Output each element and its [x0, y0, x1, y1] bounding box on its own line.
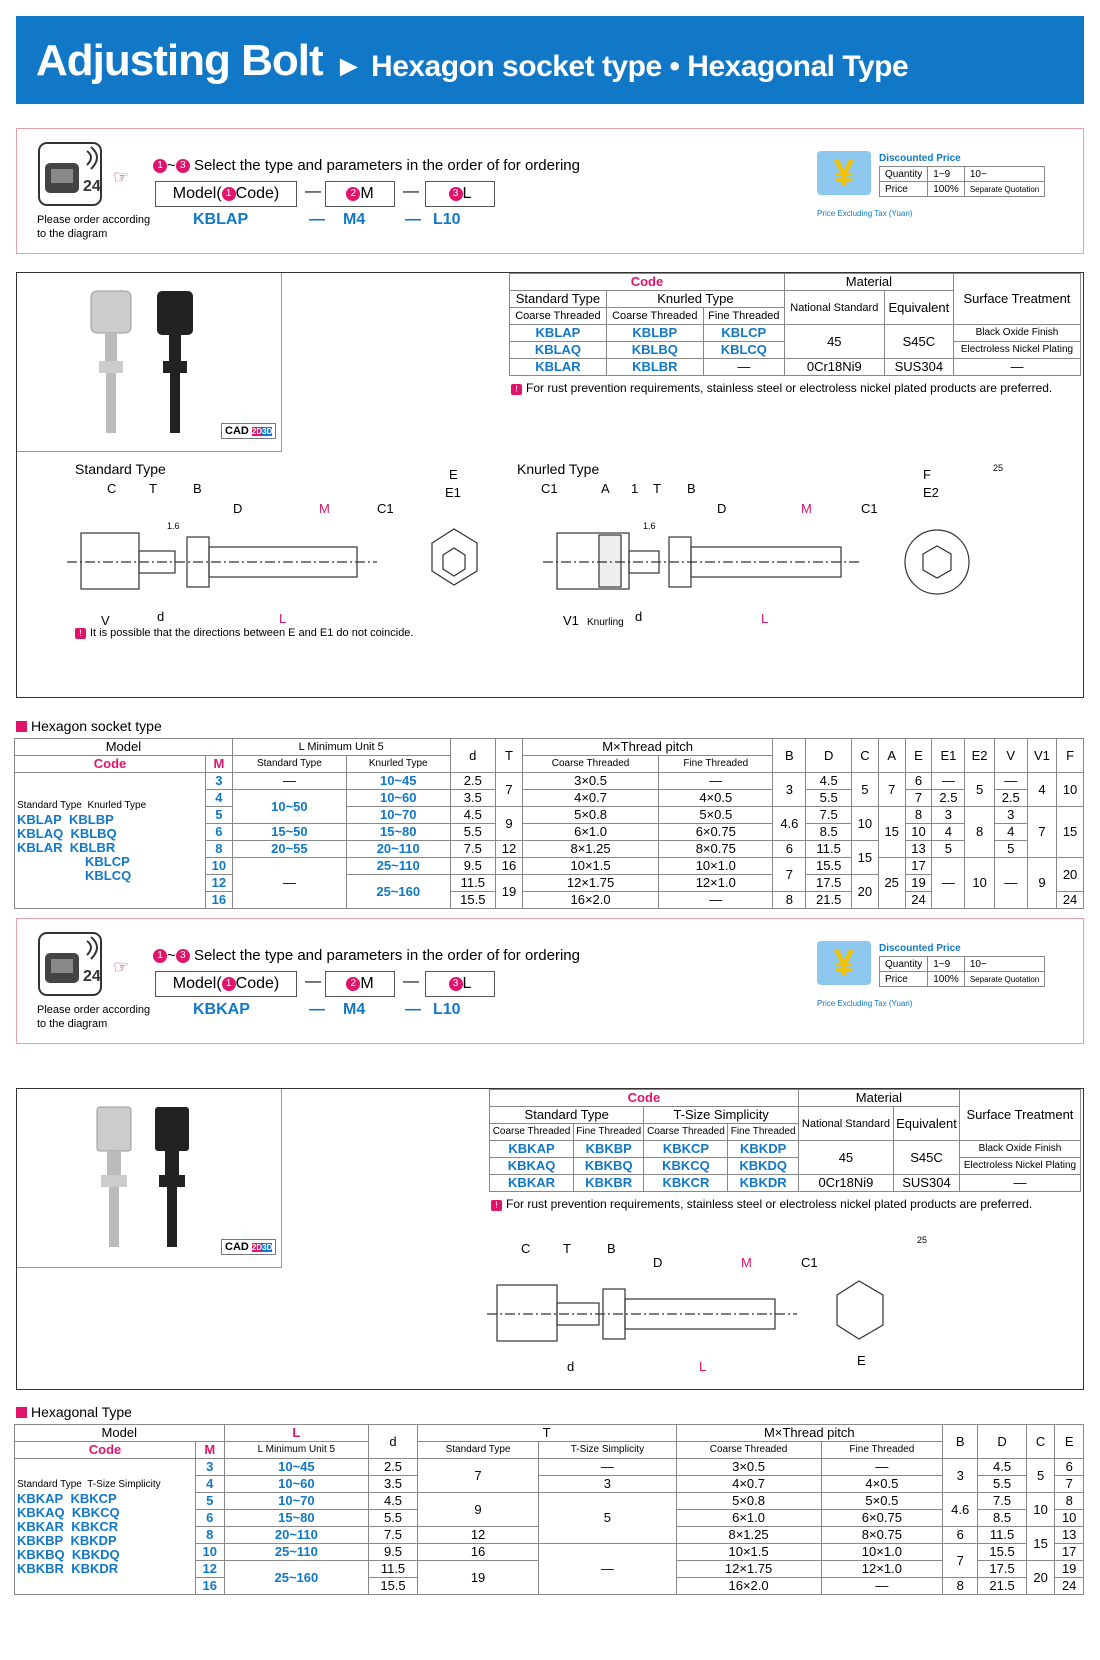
svg-text:C: C: [107, 481, 117, 496]
rust-note-1: ! For rust prevention requirements, stainless steel or electroless nickel plated products are preferred.: [511, 381, 1052, 395]
separator-dash: —: [403, 183, 419, 200]
svg-text:F: F: [923, 467, 931, 482]
svg-text:25: 25: [917, 1235, 928, 1245]
svg-text:D: D: [233, 501, 243, 516]
page-banner: [16, 16, 1084, 104]
yen-icon: ¥: [817, 151, 871, 195]
phone-24h-icon: [37, 931, 103, 997]
svg-text:M: M: [319, 501, 330, 516]
svg-text:C1: C1: [377, 501, 394, 516]
svg-text:B: B: [687, 481, 696, 496]
spec-table-hexagon-socket: Model L Minimum Unit 5 d T M×Thread pitch B D C A E E1 E2 V V1 F Code M Standard Type Knurled Type Coarse Threaded Fine Threaded Standard Type Knurled Type KBLAP KBLBP KBLAQ KBLBQ KBLAR KBLBR KBLCP KBLCQ 3 — 10~45 2.5 7 3×0.5 — 3 4.5 5 7 6 — 5 — 4 10 4 10~50 10~60 3.5 4×0.7 4×0.5 5.5 7 2.5 2.5 5 10~70 4.5 9 5×0.8 5×0.5 4.6 7.5 10 15 8 3 8 3 7 15 6 15~50 15~80 5.5 6×1.0 6×0.75 8.5 10 4 4 8 20~55 20~110 7.5 12 8×1.25 8×0.75 6 11.5 15 13 5 5 10 — 25~110 9.5 16 10×1.5 10×1.0 7 15.5 25 17 — 10 — 9 20 12 25~160 11.5 19 12×1.75 12×1.0 17.5 20 19 16 15.5 16×2.0 — 8 21.5 24 24: [14, 738, 1084, 909]
code-cell: Standard Type T-Size Simplicity KBKAP KBKCP KBKAQ KBKCQ KBKAR KBKCR KBKBP KBKDP KBKBQ KBKDQ KBKBR KBKDR: [15, 1459, 196, 1595]
svg-text:L: L: [279, 611, 287, 626]
box-code-label: Code): [235, 185, 280, 202]
page-subtitle: ► Hexagon socket type • Hexagonal Type: [334, 50, 909, 83]
svg-text:M: M: [741, 1255, 752, 1270]
box-model-label: Model(: [172, 185, 222, 202]
box-m-label: M: [360, 185, 374, 202]
model-code-box: [155, 181, 297, 207]
svg-text:V: V: [101, 613, 110, 628]
example-m: M4: [343, 211, 366, 228]
svg-text:D: D: [717, 501, 727, 516]
svg-text:24: 24: [83, 178, 101, 195]
example-dash: —: [405, 1001, 421, 1018]
page-title: Adjusting Bolt: [36, 36, 323, 85]
svg-text:M: M: [801, 501, 812, 516]
m-box: 2 M: [325, 181, 395, 207]
material-table-2: Code Material Surface Treatment Standard Type T-Size Simplicity National Standard Equivalent Coarse Threaded Fine Threaded Coarse Threaded Fine Threaded KBKAP KBKBP KBKCP KBKDP 45 S45C Black Oxide Finish KBKAQ KBKBQ KBKCQ KBKDQ Electroless Nickel Plating KBKAR KBKBR KBKCR KBKDR 0Cr18Ni9 SUS304 —: [489, 1089, 1081, 1192]
svg-text:1.6: 1.6: [167, 521, 180, 531]
order-instruction: 1 ~ 3 Select the type and parameters in the order of for ordering: [153, 947, 580, 964]
svg-text:E2: E2: [923, 485, 939, 500]
order-guide-2: [16, 918, 1084, 1044]
step-tilde: ~: [167, 157, 176, 174]
l-box: 3 L: [425, 971, 495, 997]
discount-title: Discounted Price: [879, 153, 961, 164]
product-photo-2: [17, 1089, 282, 1268]
svg-text:C: C: [521, 1241, 531, 1256]
separator-dash: —: [305, 973, 321, 990]
separator-dash: —: [403, 973, 419, 990]
order-instruction: [153, 157, 580, 174]
discount-table: Discounted Price Quantity 1~9 10~ Price 100% Separate Quotation: [879, 153, 1045, 197]
svg-text:B: B: [193, 481, 202, 496]
step-1-badge: 1: [222, 187, 236, 201]
discount-table: Discounted Price Quantity 1~9 10~ Price 100% Separate Quotation: [879, 943, 1045, 987]
example-dash: —: [405, 211, 421, 228]
svg-text:d: d: [635, 609, 643, 624]
step-1-badge: 1: [153, 159, 167, 173]
example-l: L10: [433, 211, 461, 228]
svg-text:Knurling: Knurling: [587, 617, 624, 628]
svg-text:L: L: [699, 1359, 707, 1374]
pointing-hand-icon: ☞: [113, 957, 130, 977]
svg-text:T: T: [653, 481, 661, 496]
svg-text:T: T: [563, 1241, 571, 1256]
example-code: KBKAP: [193, 1001, 250, 1018]
separator-dash: —: [305, 183, 321, 200]
svg-text:d: d: [567, 1359, 575, 1374]
order-please-text: Please order according to the diagram: [37, 214, 151, 240]
example-dash: —: [309, 1001, 325, 1018]
cad-badge: CAD 2D3D: [221, 1239, 276, 1255]
product-photo-1: [17, 273, 282, 452]
svg-text:1.6: 1.6: [643, 521, 656, 531]
product-panel-1: [16, 272, 1084, 698]
model-code-box: Model( 1 Code): [155, 971, 297, 997]
svg-text:C1: C1: [861, 501, 878, 516]
svg-text:C1: C1: [801, 1255, 818, 1270]
product-panel-2: [16, 1088, 1084, 1390]
order-guide-1: [16, 128, 1084, 254]
cad-badge: CAD 2D3D: [221, 423, 276, 439]
phone-24h-icon: [37, 141, 103, 207]
step-3-badge: 3: [176, 159, 190, 173]
svg-text:T: T: [149, 481, 157, 496]
order-please-text: Please order according to the diagram: [37, 1004, 151, 1030]
section-title-2: Hexagonal Type: [16, 1404, 132, 1420]
example-l: L10: [433, 1001, 461, 1018]
drawing-knurled-label: Knurled Type: [517, 461, 600, 477]
svg-text:E: E: [857, 1353, 866, 1368]
svg-text:A: A: [601, 481, 610, 496]
yen-icon: ¥: [817, 941, 871, 985]
drawing-standard-label: Standard Type: [75, 461, 166, 477]
instruction-text: Select the type and parameters in the order of for ordering: [193, 157, 580, 174]
box-l-label: L: [462, 185, 472, 202]
example-m: M4: [343, 1001, 366, 1018]
code-cell: Standard Type Knurled Type KBLAP KBLBP KBLAQ KBLBQ KBLAR KBLBR KBLCP KBLCQ: [15, 773, 206, 909]
spec-table-hexagonal: Model L d T M×Thread pitch B D C E Code M L Minimum Unit 5 Standard Type T-Size Simplicity Coarse Threaded Fine Threaded Standard Type T-Size Simplicity KBKAP KBKCP KBKAQ KBKCQ KBKAR KBKCR KBKBP KBKDP KBKBQ KBKDQ KBKBR KBKDR 3 10~45 2.5 7 — 3×0.5 — 3 4.5 5 6 4 10~60 3.5 3 4×0.7 4×0.5 5.5 7 5 10~70 4.5 9 5 5×0.8 5×0.5 4.6 7.5 10 8 6 15~80 5.5 6×1.0 6×0.75 8.5 10 8 20~110 7.5 12 8×1.25 8×0.75 6 11.5 15 13 10 25~110 9.5 16 — 10×1.5 10×1.0 7 15.5 17 12 25~160 11.5 19 12×1.75 12×1.0 17.5 20 19 16 15.5 16×2.0 — 8 21.5 24: [14, 1424, 1084, 1595]
pointing-hand-icon: ☞: [113, 167, 130, 187]
rust-note-2: ! For rust prevention requirements, stainless steel or electroless nickel plated products are preferred.: [491, 1197, 1032, 1211]
svg-text:E: E: [449, 467, 458, 482]
svg-text:E1: E1: [445, 485, 461, 500]
example-code: KBLAP: [193, 211, 249, 228]
technical-drawing-2: [487, 1235, 987, 1385]
svg-text:d: d: [157, 609, 165, 624]
direction-note: ! It is possible that the directions between E and E1 do not coincide.: [75, 627, 413, 639]
svg-text:1: 1: [631, 481, 639, 496]
svg-text:24: 24: [83, 968, 101, 985]
svg-text:L: L: [761, 611, 769, 626]
price-excl-tax: Price Excluding Tax (Yuan): [817, 209, 913, 218]
svg-text:B: B: [607, 1241, 616, 1256]
material-table-1: Code Material Surface Treatment Standard Type Knurled Type National Standard Equivalent Coarse Threaded Coarse Threaded Fine Threaded KBLAP KBLBP KBLCP 45 S45C Black Oxide Finish KBLAQ KBLBQ KBLCQ Electroless Nickel Plating KBLAR KBLBR — 0Cr18Ni9 SUS304 —: [509, 273, 1081, 376]
svg-text:25: 25: [993, 463, 1004, 473]
price-excl-tax: Price Excluding Tax (Yuan): [817, 999, 913, 1008]
l-box: 3 L: [425, 181, 495, 207]
example-dash: —: [309, 211, 325, 228]
m-box: 2 M: [325, 971, 395, 997]
svg-text:V1: V1: [563, 613, 579, 628]
section-title-1: Hexagon socket type: [16, 718, 162, 734]
svg-text:D: D: [653, 1255, 663, 1270]
svg-text:C1: C1: [541, 481, 558, 496]
